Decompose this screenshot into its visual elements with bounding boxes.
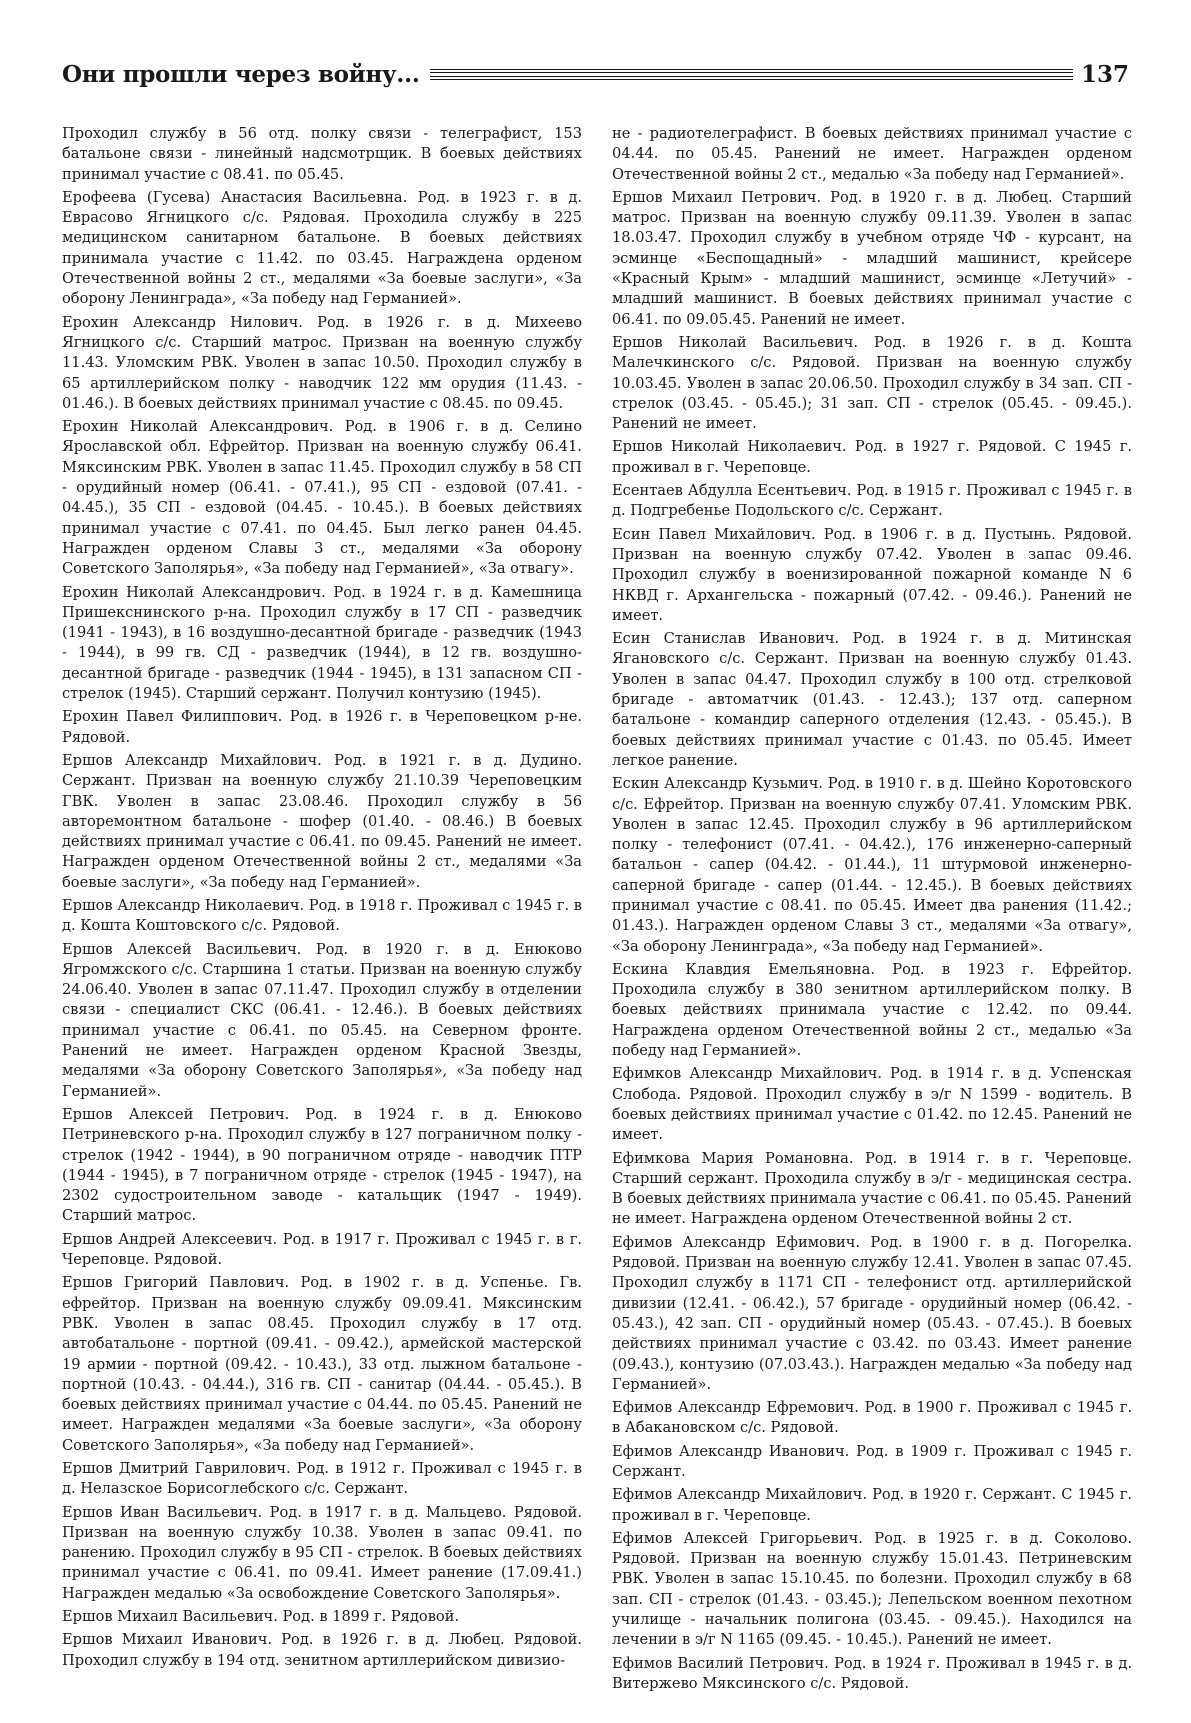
entry-text: Есентаев Абдулла Есентьевич. Род. в 1915 г. Проживал с 1945 г. в д. Подгребенье Подольского с/с. Сержант. (612, 482, 1132, 520)
entry-text: Ефимов Александр Иванович. Род. в 1909 г. Проживал с 1945 г. Сержант. (612, 1442, 1132, 1480)
entry-text: Ершов Николай Николаевич. Род. в 1927 г. Рядовой. С 1945 г. проживал в г. Череповце. (612, 438, 1132, 476)
entry-text: Ефимов Александр Ефимович. Род. в 1900 г. в д. Погорелка. Рядовой. Призван на военную службу 12.41. Уволен в запас 07.45. Проходил службу в 1171 СП - телефонист отд. артиллерийской дивизии (12.41. - 06.42.), 57 бригаде - орудийный номер (06.42. - 05.43.), 42 зап. СП - орудийный номер (05.43. - 07.45.). В боевых действиях принимал участие с 03.42. по 03.43. Имеет ранение (09.43.), контузию (07.03.43.). Награжден медалью «За победу над Германией». (612, 1233, 1132, 1393)
entry-text: Ефимов Александр Михайлович. Род. в 1920 г. Сержант. С 1945 г. проживал в г. Череповце. (612, 1486, 1132, 1524)
entry-text: Ершов Михаил Васильевич. Род. в 1899 г. Рядовой. (62, 1608, 460, 1626)
entry-text: Ефимов Василий Петрович. Род. в 1924 г. Проживал в 1945 г. в д. Витержево Мяксинского с/с. Рядовой. (612, 1654, 1132, 1692)
left-column (62, 124, 582, 1704)
running-header (62, 52, 1129, 96)
book-title: Они прошли через войну... (62, 60, 420, 88)
entry-text: Ефимов Алексей Григорьевич. Род. в 1925 г. в д. Соколово. Рядовой. Призван на военную службу 15.01.43. Петриневским РВК. Уволен в запас 15.10.45. по болезни. Проходил службу в 68 зап. СП - стрелок (01.43. - 03.45.); Лепельском военном пехотном училище - начальник полигона (03.45. - 09.45.). Находился на лечении в э/г N 1165 (09.45. - 10.45.). Ранений не имеет. (612, 1529, 1132, 1649)
entry-text: не - радиотелеграфист. В боевых действиях принимал участие с 04.44. по 05.45. Ранений не имеет. Награжден орденом Отечественной войны 2 ст., медалью «За победу над Германией». (612, 125, 1132, 183)
entry-text: Ерохин Павел Филиппович. Род. в 1926 г. в Череповецком р-не. Рядовой. (62, 708, 582, 746)
entry-text: Есин Павел Михайлович. Род. в 1906 г. в д. Пустынь. Рядовой. Призван на военную службу 07.42. Уволен в запас 09.46. Проходил службу в военизированной пожарной команде N 6 НКВД г. Архангельска - пожарный (07.42. - 09.46.). Ранений не имеет. (612, 525, 1132, 624)
right-column (612, 124, 1132, 1704)
page-number: 137 (1080, 60, 1129, 88)
entry-text: Ершов Дмитрий Гаврилович. Род. в 1912 г. Проживал с 1945 г. в д. Нелазское Борисоглебского с/с. Сержант. (62, 1460, 582, 1498)
entry-text: Ершов Александр Николаевич. Род. в 1918 г. Проживал с 1945 г. в д. Кошта Коштовского с/с. Рядовой. (62, 896, 582, 935)
entry-text: Ершов Алексей Васильевич. Род. в 1920 г. в д. Енюково Ягромжского с/с. Старшина 1 статьи. Призван на военную службу 24.06.40. Уволен в запас 07.11.47. Проходил службу в отделении связи - специалист СКС (06.41. - 12.46.). В боевых действиях принимал участие с 06.41. по 05.45. на Северном фронте. Ранений не имеет. Награжден орденом Красной Звезды, медалями «За оборону Советского Заполярья», «За победу над Германией». (62, 940, 582, 1100)
entry-text: Ефимков Александр Михайлович. Род. в 1914 г. в д. Успенская Слобода. Рядовой. Проходил службу в э/г N 1599 - водитель. В боевых действиях принимал участие с 01.42. по 12.45. Ранений не имеет. (612, 1065, 1132, 1144)
text-columns (62, 124, 1132, 1704)
entry-text: Ершов Михаил Иванович. Род. в 1926 г. в д. Любец. Рядовой. Проходил службу в 194 отд. зенитном артиллерийском дивизио- (62, 1631, 582, 1669)
entry-text: Ефимкова Мария Романовна. Род. в 1914 г. в г. Череповце. Старший сержант. Проходила службу в э/г - медицинская сестра. В боевых действиях принимала участие с 06.41. по 05.45. Ранений не имеет. Награждена орденом Отечественной войны 2 ст. (612, 1149, 1132, 1228)
entry-text: Ескина Клавдия Емельяновна. Род. в 1923 г. Ефрейтор. Проходила службу в 380 зенитном артиллерийском полку. В боевых действиях принимала участие с 12.42. по 09.44. Награждена орденом Отечественной войны 2 ст., медалью «За победу над Германией». (612, 960, 1132, 1060)
entry-text: Ескин Александр Кузьмич. Род. в 1910 г. в д. Шейно Коротовского с/с. Ефрейтор. Призван на военную службу 07.41. Уломским РВК. Уволен в запас 12.45. Проходил службу в 96 артиллерийском полку - телефонист (07.41. - 04.42.), 176 инженерно-саперный батальон - сапер (04.42. - 01.44.), 11 штурмовой инженерно-саперной бригаде - сапер (01.44. - 12.45.). В боевых действиях принимал участие с 08.41. по 05.45. Имеет два ранения (11.42.; 01.43.). Награжден орденом Славы 3 ст., медалями «За отвагу», «За оборону Ленинграда», «За победу над Германией». (612, 775, 1132, 955)
entry-text: Проходил службу в 56 отд. полку связи - телеграфист, 153 батальоне связи - линейный надсмотрщик. В боевых действиях принимал участие с 08.41. по 05.45. (62, 125, 582, 183)
entry-text: Ершов Николай Васильевич. Род. в 1926 г. в д. Кошта Малечкинского с/с. Рядовой. Призван на военную службу 10.03.45. Уволен в запас 20.06.50. Проходил службу в 34 зап. СП - стрелок (03.45. - 05.45.); 31 зап. СП - стрелок (05.45. - 09.45.). Ранений не имеет. (612, 333, 1132, 433)
entry-text: Есин Станислав Иванович. Род. в 1924 г. в д. Митинская Ягановского с/с. Сержант. Призван на военную службу 01.43. Уволен в запас 04.47. Проходил службу в 100 отд. стрелковой бригаде - автоматчик (01.43. - 12.43.); 137 отд. саперном батальоне - командир саперного отделения (12.43. - 05.45.). В боевых действиях принимал участие с 01.43. по 05.45. Имеет легкое ранение. (612, 630, 1132, 769)
entry-text: Ерохин Александр Нилович. Род. в 1926 г. в д. Михеево Ягницкого с/с. Старший матрос. Призван на военную службу 11.43. Уломским РВК. Уволен в запас 10.50. Проходил службу в 65 артиллерийском полку - наводчик 122 мм орудия (11.43. - 01.46.). В боевых действиях принимал участие с 08.45. по 09.45. (62, 313, 582, 412)
entry-text: Ерохин Николай Александрович. Род. в 1924 г. в д. Камешница Пришекснинского р-на. Проходил службу в 17 СП - разведчик (1941 - 1943), в 16 воздушно-десантной бригаде - разведчик (1943 - 1944), в 99 гв. СД - разведчик (1944), в 12 гв. воздушно-десантной бригаде - разведчик (1944 - 1945), в 131 запасном СП - стрелок (1945). Старший сержант. Получил контузию (1945). (62, 583, 582, 703)
entry-text: Ефимов Александр Ефремович. Род. в 1900 г. Проживал с 1945 г. в Абакановском с/с. Рядовой. (612, 1399, 1132, 1437)
header-rule-lines (430, 69, 1073, 80)
entry-text: Ершов Александр Михайлович. Род. в 1921 г. в д. Дудино. Сержант. Призван на военную службу 21.10.39 Череповецким ГВК. Уволен в запас 23.08.46. Проходил службу в 56 авторемонтном батальоне - шофер (01.40. - 08.46.) В боевых действиях принимал участие с 06.41. по 09.45. Ранений не имеет. Награжден орденом Отечественной войны 2 ст., медалями «За боевые заслуги», «За победу над Германией». (62, 751, 582, 891)
entry-text: Ерохин Николай Александрович. Род. в 1906 г. в д. Селино Ярославской обл. Ефрейтор. Призван на военную службу 06.41. Мяксинским РВК. Уволен в запас 11.45. Проходил службу в 58 СП - орудийный номер (06.41. - 07.41.), 95 СП - ездовой (07.41. - 04.45.), 35 СП - ездовой (04.45. - 10.45.). В боевых действиях принимал участие с 07.41. по 04.45. Был легко ранен 04.45. Награжден орденом Славы 3 ст., медалями «За оборону Советского Заполярья», «За победу над Германией», «За отвагу». (62, 418, 582, 578)
entry-text: Ершов Алексей Петрович. Род. в 1924 г. в д. Енюково Петриневского р-на. Проходил службу в 127 пограничном полку - стрелок (1942 - 1944), в 90 пограничном отряде - наводчик ПТР (1944 - 1945), в 7 пограничном отряде - стрелок (1945 - 1947), на 2302 судостроительном заводе - катальщик (1947 - 1949). Старший матрос. (62, 1105, 582, 1225)
entry-text: Ерофеева (Гусева) Анастасия Васильевна. Род. в 1923 г. в д. Еврасово Ягницкого с/с. Рядовая. Проходила службу в 225 медицинском санитарном батальоне. В боевых действиях принимала участие с 11.42. по 03.45. Награждена орденом Отечественной войны 2 ст., медалями «За боевые заслуги», «За оборону Ленинграда», «За победу над Германией». (62, 188, 582, 308)
entry-text: Ершов Михаил Петрович. Род. в 1920 г. в д. Любец. Старший матрос. Призван на военную службу 09.11.39. Уволен в запас 18.03.47. Проходил службу в учебном отряде ЧФ - курсант, на эсминце «Беспощадный» - младший машинист, крейсере «Красный Крым» - младший машинист, эсминце «Летучий» - младший машинист. В боевых действиях принимал участие с 06.41. по 09.05.45. Ранений не имеет. (612, 188, 1132, 328)
entry-text: Ершов Иван Васильевич. Род. в 1917 г. в д. Мальцево. Рядовой. Призван на военную службу 10.38. Уволен в запас 09.41. по ранению. Проходил службу в 95 СП - стрелок. В боевых действиях принимал участие с 06.41. по 09.41. Имеет ранение (17.09.41.) Награжден медалью «За освобождение Советского Заполярья». (62, 1503, 582, 1602)
entry-text: Ершов Андрей Алексеевич. Род. в 1917 г. Проживал с 1945 г. в г. Череповце. Рядовой. (62, 1230, 582, 1269)
entry-text: Ершов Григорий Павлович. Род. в 1902 г. в д. Успенье. Гв. ефрейтор. Призван на военную службу 09.09.41. Мяксинским РВК. Уволен в запас 08.45. Проходил службу в 17 отд. автобатальоне - портной (09.41. - 09.42.), армейской мастерской 19 армии - портной (09.42. - 10.43.), 33 отд. лыжном батальоне - портной (10.43. - 04.44.), 316 гв. СП - санитар (04.44. - 05.45.). В боевых действиях принимал участие с 04.44. по 05.45. Ранений не имеет. Награжден медалями «За боевые заслуги», «За оборону Советского Заполярья», «За победу над Германией». (62, 1274, 582, 1454)
